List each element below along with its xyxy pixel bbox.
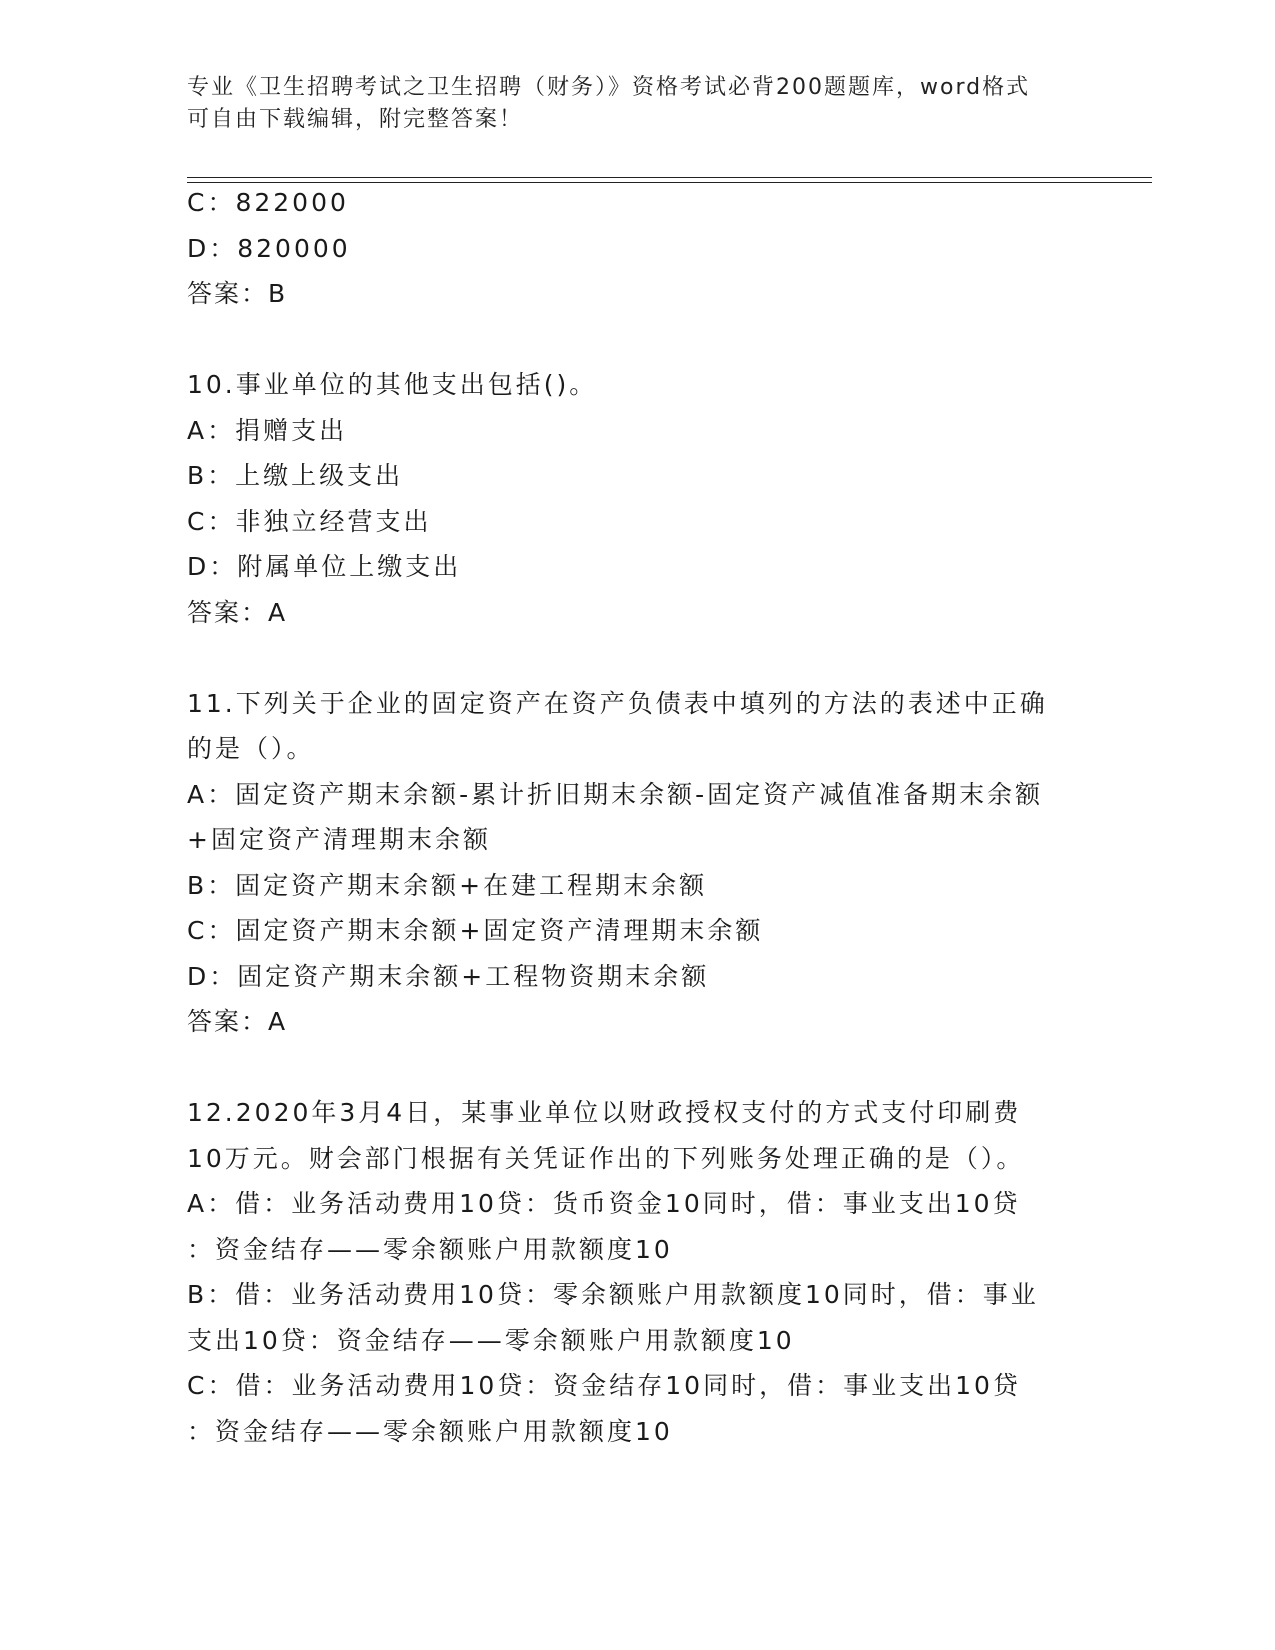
q10-option-c: C：非独立经营支出 bbox=[187, 506, 432, 536]
header-divider-top bbox=[187, 177, 1152, 178]
q12-option-b-line-1: B：借：业务活动费用10贷：零余额账户用款额度10同时，借：事业 bbox=[187, 1280, 1039, 1309]
q11-option-a-line-1: A：固定资产期末余额-累计折旧期末余额-固定资产减值准备期末余额 bbox=[187, 779, 1044, 809]
document-body bbox=[187, 180, 1077, 1454]
q12-option-c-line-2: ：资金结存——零余额账户用款额度10 bbox=[187, 1416, 673, 1446]
q11-answer: 答案：A bbox=[187, 1007, 288, 1036]
header-line-1: 专业《卫生招聘考试之卫生招聘（财务）》资格考试必背200题题库，word格式 bbox=[187, 75, 1031, 100]
q11-option-d: D：固定资产期末余额+工程物资期末余额 bbox=[187, 961, 710, 991]
q11-option-a-line-2: +固定资产清理期末余额 bbox=[187, 825, 491, 854]
q12-option-c-line-1: C：借：业务活动费用10贷：资金结存10同时，借：事业支出10贷 bbox=[187, 1371, 1021, 1400]
q12-stem-line-2: 10万元。财会部门根据有关凭证作出的下列账务处理正确的是（）。 bbox=[187, 1143, 1025, 1173]
q12-option-a-line-2: ：资金结存——零余额账户用款额度10 bbox=[187, 1234, 673, 1264]
q11-option-c: C：固定资产期末余额+固定资产清理期末余额 bbox=[187, 916, 764, 945]
q12-option-a-line-1: A：借：业务活动费用10贷：货币资金10同时，借：事业支出10贷 bbox=[187, 1189, 1021, 1218]
q12-option-b-line-2: 支出10贷：资金结存——零余额账户用款额度10 bbox=[187, 1325, 795, 1355]
spacer bbox=[187, 317, 1077, 363]
q11-option-b: B：固定资产期末余额+在建工程期末余额 bbox=[187, 870, 708, 900]
q10-option-b: B：上缴上级支出 bbox=[187, 461, 404, 490]
spacer bbox=[187, 635, 1077, 681]
prev-option-c: C：822000 bbox=[187, 188, 349, 217]
q12-stem-line-1: 12.2020年3月4日，某事业单位以财政授权支付的方式支付印刷费 bbox=[187, 1098, 1022, 1127]
spacer bbox=[187, 1045, 1077, 1091]
header-line-2: 可自由下载编辑，附完整答案！ bbox=[187, 107, 524, 132]
q11-stem-line-2: 的是（）。 bbox=[187, 734, 315, 763]
q10-answer: 答案：A bbox=[187, 597, 288, 627]
q10-stem: 10.事业单位的其他支出包括()。 bbox=[187, 370, 598, 399]
document-header bbox=[187, 72, 1067, 136]
prev-option-d: D：820000 bbox=[187, 233, 351, 263]
q10-option-a: A：捐赠支出 bbox=[187, 415, 348, 445]
q10-option-d: D：附属单位上缴支出 bbox=[187, 552, 462, 581]
prev-answer: 答案：B bbox=[187, 279, 288, 308]
q11-stem-line-1: 11.下列关于企业的固定资产在资产负债表中填列的方法的表述中正确 bbox=[187, 688, 1048, 718]
